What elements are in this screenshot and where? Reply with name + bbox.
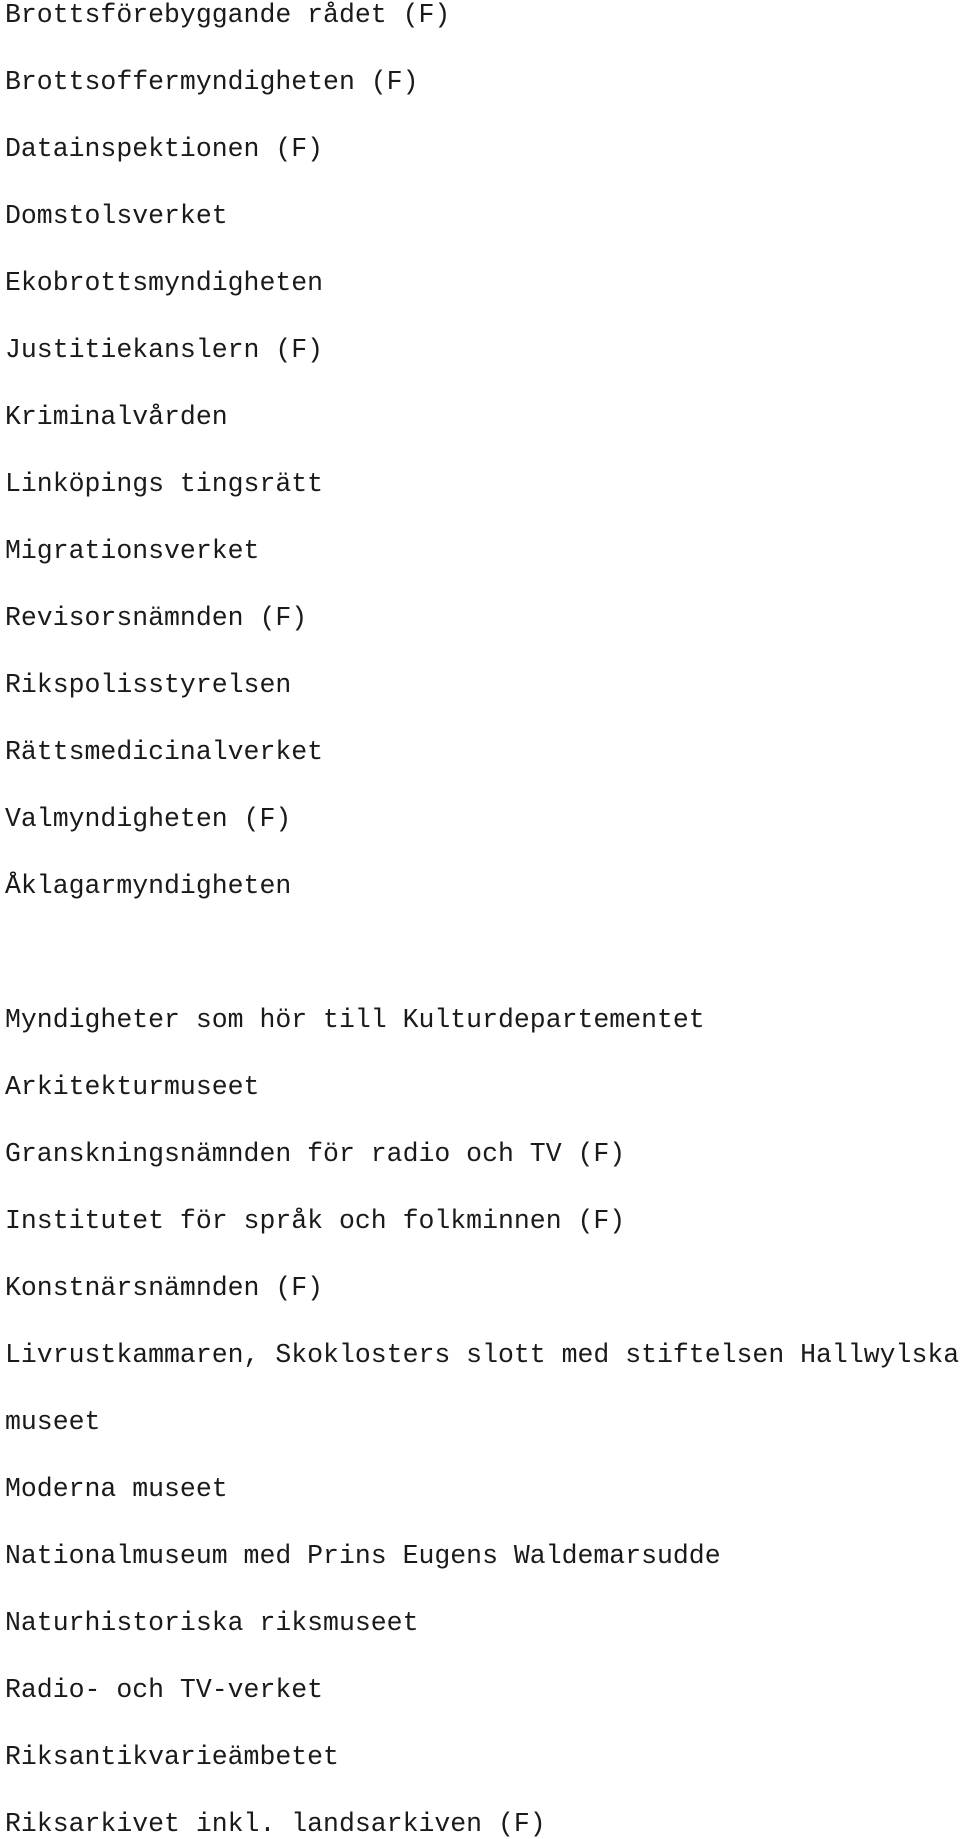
list-item: Riksantikvarieämbetet — [5, 1742, 339, 1772]
list-item: Radio- och TV-verket — [5, 1675, 324, 1705]
list-item: Naturhistoriska riksmuseet — [5, 1608, 419, 1638]
list-item: Moderna museet — [5, 1474, 228, 1504]
list-item: Brottsförebyggande rådet (F) — [5, 0, 451, 30]
list-item: Rikspolisstyrelsen — [5, 670, 292, 700]
list-item-continuation: museet — [5, 1407, 101, 1437]
list-item: Institutet för språk och folkminnen (F) — [5, 1206, 626, 1236]
list-item: Konstnärsnämnden (F) — [5, 1273, 324, 1303]
list-item: Arkitekturmuseet — [5, 1072, 260, 1102]
list-item: Kriminalvården — [5, 402, 228, 432]
list-item: Revisorsnämnden (F) — [5, 603, 308, 633]
list-item: Datainspektionen (F) — [5, 134, 324, 164]
list-item: Rättsmedicinalverket — [5, 737, 324, 767]
list-item: Riksarkivet inkl. landsarkiven (F) — [5, 1809, 546, 1839]
list-item: Ekobrottsmyndigheten — [5, 268, 324, 298]
list-item: Valmyndigheten (F) — [5, 804, 292, 834]
list-item: Migrationsverket — [5, 536, 260, 566]
section-heading: Myndigheter som hör till Kulturdepartementet — [5, 1005, 705, 1035]
list-item: Domstolsverket — [5, 201, 228, 231]
list-item: Justitiekanslern (F) — [5, 335, 324, 365]
list-item: Linköpings tingsrätt — [5, 469, 324, 499]
list-item: Brottsoffermyndigheten (F) — [5, 67, 419, 97]
list-item: Granskningsnämnden för radio och TV (F) — [5, 1139, 626, 1169]
list-item: Livrustkammaren, Skoklosters slott med stiftelsen Hallwylska — [5, 1340, 960, 1370]
list-item: Åklagarmyndigheten — [5, 871, 292, 901]
list-item: Nationalmuseum med Prins Eugens Waldemarsudde — [5, 1541, 721, 1571]
